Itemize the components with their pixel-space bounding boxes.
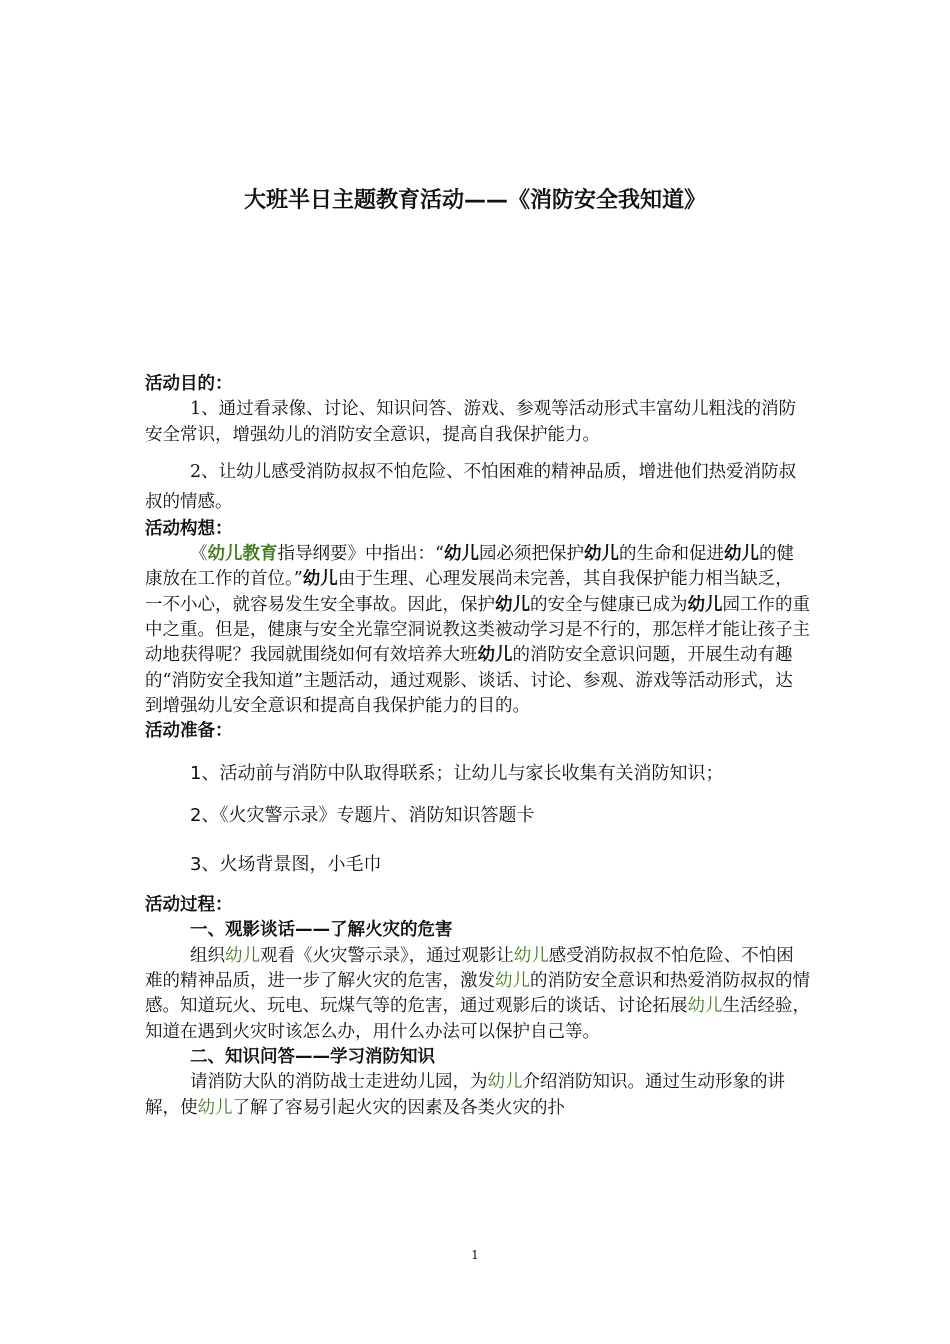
concept-paragraph	[145, 542, 810, 719]
document-title: 大班半日主题教育活动——《消防安全我知道》	[243, 188, 706, 213]
goal-item-2: 2、让幼儿感受消防叔叔不怕危险、不怕困难的精神品质，增进他们热爱消防叔叔的情感。	[145, 461, 797, 512]
process-section-1-heading: 一、观影谈话——了解火灾的危害	[190, 920, 453, 941]
document-body	[145, 372, 810, 1121]
text-run: 《	[190, 544, 208, 565]
text-run: 由于生理、心理发展尚未完善，其自我保护能力相当缺乏，一不小心，就容易发生安全事故。因此，保护	[145, 569, 793, 615]
keyword: 幼儿	[495, 594, 530, 615]
keyword: 幼儿	[723, 544, 759, 565]
keyword-link[interactable]: 幼儿	[225, 945, 260, 966]
text-run: 的安全与健康已成为	[530, 594, 688, 615]
keyword: 幼儿	[687, 594, 723, 615]
text-run: 的消防安全意识和热爱消防叔叔的情感。知道玩火、玩电、玩煤气等的危害，通过观影后的谈话、讨论拓展	[145, 971, 810, 1017]
text-run: 的生命和促进	[618, 544, 724, 565]
keyword: 幼儿	[583, 544, 619, 565]
process-section-2-heading: 二、知识问答——学习消防知识	[190, 1046, 435, 1067]
keyword-link[interactable]: 幼儿	[197, 1097, 233, 1118]
prep-heading: 活动准备：	[145, 721, 233, 742]
process-heading: 活动过程：	[145, 895, 233, 916]
text-run: 组织	[190, 945, 225, 966]
goal-heading: 活动目的：	[145, 374, 233, 394]
process-section-2-text	[145, 1070, 810, 1121]
text-run: 园必须把保护	[478, 544, 584, 565]
prep-item-3: 3、火场背景图，小毛巾	[190, 853, 382, 875]
keyword-link[interactable]: 幼儿	[487, 1072, 523, 1093]
text-run: 了解了容易引起火灾的因素及各类火灾的扑	[232, 1097, 565, 1118]
text-run: 介绍消防知识。通过生动形象的讲解，使	[145, 1072, 785, 1118]
prep-item-1: 1、活动前与消防中队取得联系；让幼儿与家长收集有关消防知识；	[190, 762, 724, 784]
text-run: 的消防安全意识问题，开展生动有趣的“消防安全我知道”主题活动，通过观影、谈话、讨论、参观、游戏等活动形式，达到增强幼儿安全意识和提高自我保护能力的目的。	[145, 645, 793, 716]
keyword: 幼儿	[443, 544, 479, 565]
goal-item-1: 1、通过看录像、讨论、知识问答、游戏、参观等活动形式丰富幼儿粗浅的消防安全常识，增强幼儿的消防安全意识，提高自我保护能力。	[145, 399, 797, 445]
page-number: 1	[471, 1248, 479, 1262]
keyword-link[interactable]: 幼儿	[687, 996, 723, 1017]
concept-heading: 活动构想：	[145, 518, 233, 539]
text-run: 园工作的重中之重。但是，健康与安全光靠空洞说教这类被动学习是不行的，那怎样才能让孩子主动地获得呢？我园就围绕如何有效培养大班	[145, 594, 810, 666]
keyword: 幼儿	[302, 569, 338, 590]
text-run: 指导纲要》中指出：“	[277, 544, 444, 565]
keyword-link[interactable]: 幼儿教育	[207, 544, 278, 565]
text-run: 生活经验，知道在遇到火灾时该怎么办，用什么办法可以保护自己等。	[145, 996, 810, 1042]
keyword: 幼儿	[477, 645, 513, 666]
process-section-1-text	[145, 944, 810, 1045]
text-run: 感受消防叔叔不怕危险、不怕困难的精神品质，进一步了解火灾的危害，激发	[145, 945, 794, 992]
prep-item-2: 2、《火灾警示录》专题片、消防知识答题卡	[190, 804, 535, 826]
keyword-link[interactable]: 幼儿	[513, 945, 549, 966]
text-run: 请消防大队的消防战士走进幼儿园，为	[190, 1072, 488, 1093]
text-run: 的健康放在工作的首位。”	[145, 544, 794, 590]
text-run: 观看《火灾警示录》，通过观影让	[260, 945, 514, 966]
keyword-link[interactable]: 幼儿	[495, 971, 530, 992]
